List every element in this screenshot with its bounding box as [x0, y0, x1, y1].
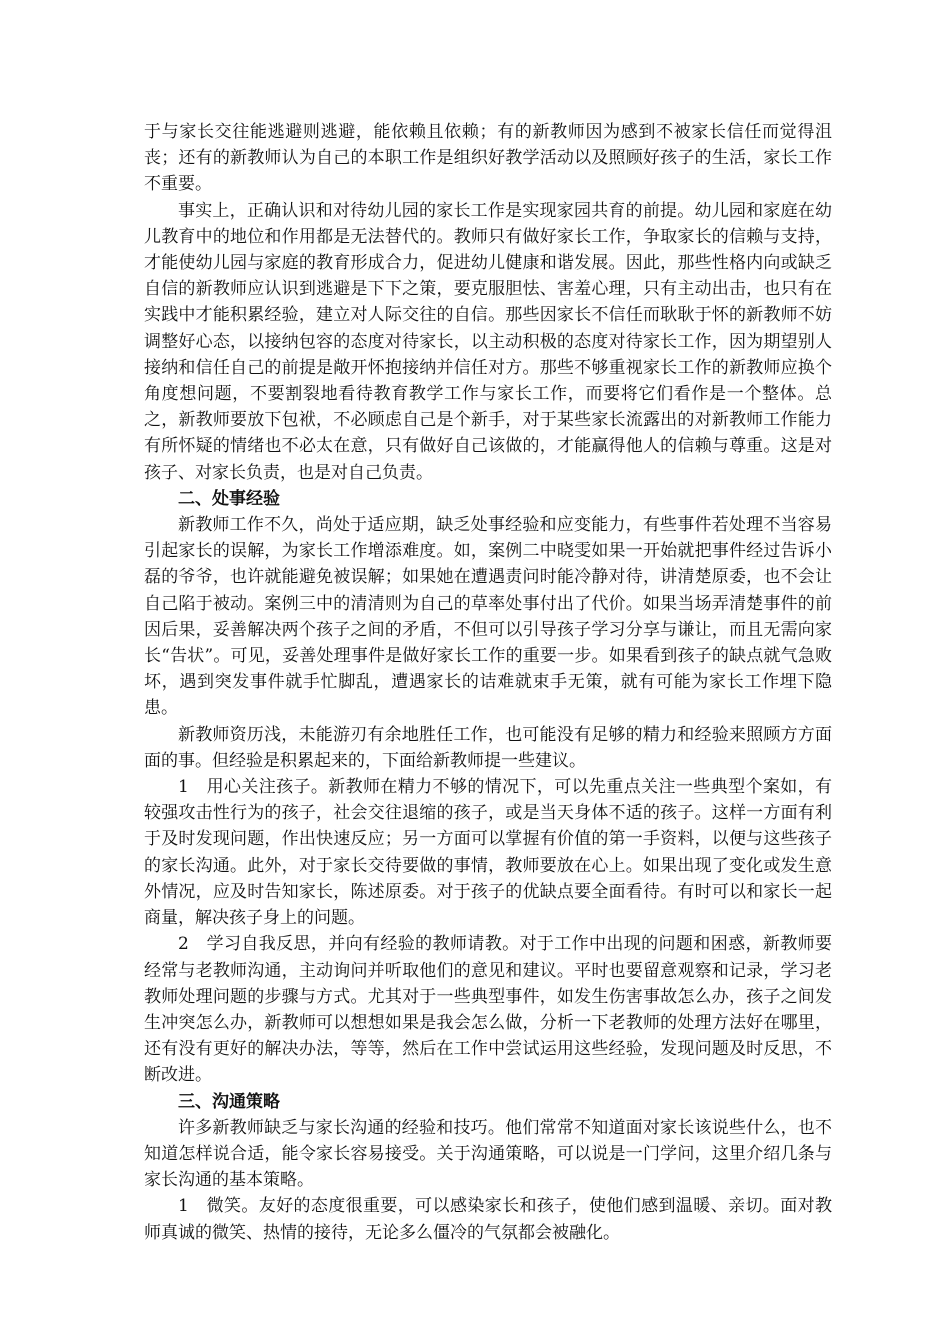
paragraph-4: 新教师资历浅，未能游刃有余地胜任工作，也可能没有足够的精力和经验来照顾方方面面的事。但经验是积累起来的，下面给新教师提一些建议。 [144, 724, 832, 771]
list-item-1-smile: 1 微笑。友好的态度很重要，可以感染家长和孩子，使他们感到温暖、亲切。面对教师真诚的微笑、热情的接待，无论多么僵冷的气氛都会被融化。 [144, 1196, 832, 1243]
paragraph-2: 事实上，正确认识和对待幼儿园的家长工作是实现家园共育的前提。幼儿园和家庭在幼儿教育中的地位和作用都是无法替代的。教师只有做好家长工作，争取家长的信赖与支持，才能使幼儿园与家庭的教育形成合力，促进幼儿健康和谐发展。因此，那些性格内向或缺乏自信的新教师应认识到逃避是下下之策，要克服胆怯、害羞心理，只有主动出击，也只有在实践中才能积累经验，建立对人际交往的自信。那些因家长不信任而耿耿于怀的新教师不妨调整好心态，以接纳包容的态度对待家长，以主动积极的态度对待家长工作，因为期望别人接纳和信任自己的前提是敞开怀抱接纳并信任对方。那些不够重视家长工作的新教师应换个角度想问题，不要割裂地看待教育教学工作与家长工作，而要将它们看作是一个整体。总之，新教师要放下包袱，不必顾虑自己是个新手，对于某些家长流露出的对新教师工作能力有所怀疑的情绪也不必太在意，只有做好自己该做的，才能赢得他人的信赖与尊重。这是对孩子、对家长负责，也是对自己负责。 [144, 200, 832, 483]
list-item-2-reflection: 2 学习自我反思，并向有经验的教师请教。对于工作中出现的问题和困惑，新教师要经常与老教师沟通，主动询问并听取他们的意见和建议。平时也要留意观察和记录，学习老教师处理问题的步骤与方式。尤其对于一些典型事件，如发生伤害事故怎么办，孩子之间发生冲突怎么办，新教师可以想想如果是我会怎么做，分析一下老教师的处理方法好在哪里，还有没有更好的解决办法，等等，然后在工作中尝试运用这些经验，发现问题及时反思，不断改进。 [144, 934, 832, 1086]
section-heading-3: 三、沟通策略 [178, 1091, 280, 1112]
paragraph-3: 新教师工作不久，尚处于适应期，缺乏处事经验和应变能力，有些事件若处理不当容易引起家长的误解，为家长工作增添难度。如，案例二中晓雯如果一开始就把事件经过告诉小磊的爷爷，也许就能避免被误解；如果她在遭遇责问时能冷静对待，讲清楚原委，也不会让自己陷于被动。案例三中的清清则为自己的草率处事付出了代价。如果当场弄清楚事件的前因后果，妥善解决两个孩子之间的矛盾，不但可以引导孩子学习分享与谦让，而且无需向家长“告状”。可见，妥善处理事件是做好家长工作的重要一步。如果看到孩子的缺点就气急败坏，遇到突发事件就手忙脚乱，遭遇家长的诘难就束手无策，就有可能为家长工作埋下隐患。 [144, 515, 832, 719]
document-page [144, 119, 832, 1246]
paragraph-5: 许多新教师缺乏与家长沟通的经验和技巧。他们常常不知道面对家长该说些什么，也不知道怎样说合适，能令家长容易接受。关于沟通策略，可以说是一门学问，这里介绍几条与家长沟通的基本策略。 [144, 1117, 832, 1191]
list-item-1-attention: 1 用心关注孩子。新教师在精力不够的情况下，可以先重点关注一些典型个案如，有较强攻击性行为的孩子，社会交往退缩的孩子，或是当天身体不适的孩子。这样一方面有利于及时发现问题，作出快速反应；另一方面可以掌握有价值的第一手资料，以便与这些孩子的家长沟通。此外，对于家长交待要做的事情，教师要放在心上。如果出现了变化或发生意外情况，应及时告知家长，陈述原委。对于孩子的优缺点要全面看待。有时可以和家长一起商量，解决孩子身上的问题。 [144, 777, 832, 929]
paragraph-1: 于与家长交往能逃避则逃避，能依赖且依赖；有的新教师因为感到不被家长信任而觉得沮丧；还有的新教师认为自己的本职工作是组织好教学活动以及照顾好孩子的生活，家长工作不重要。 [144, 122, 832, 195]
section-heading-2: 二、处事经验 [178, 488, 280, 509]
